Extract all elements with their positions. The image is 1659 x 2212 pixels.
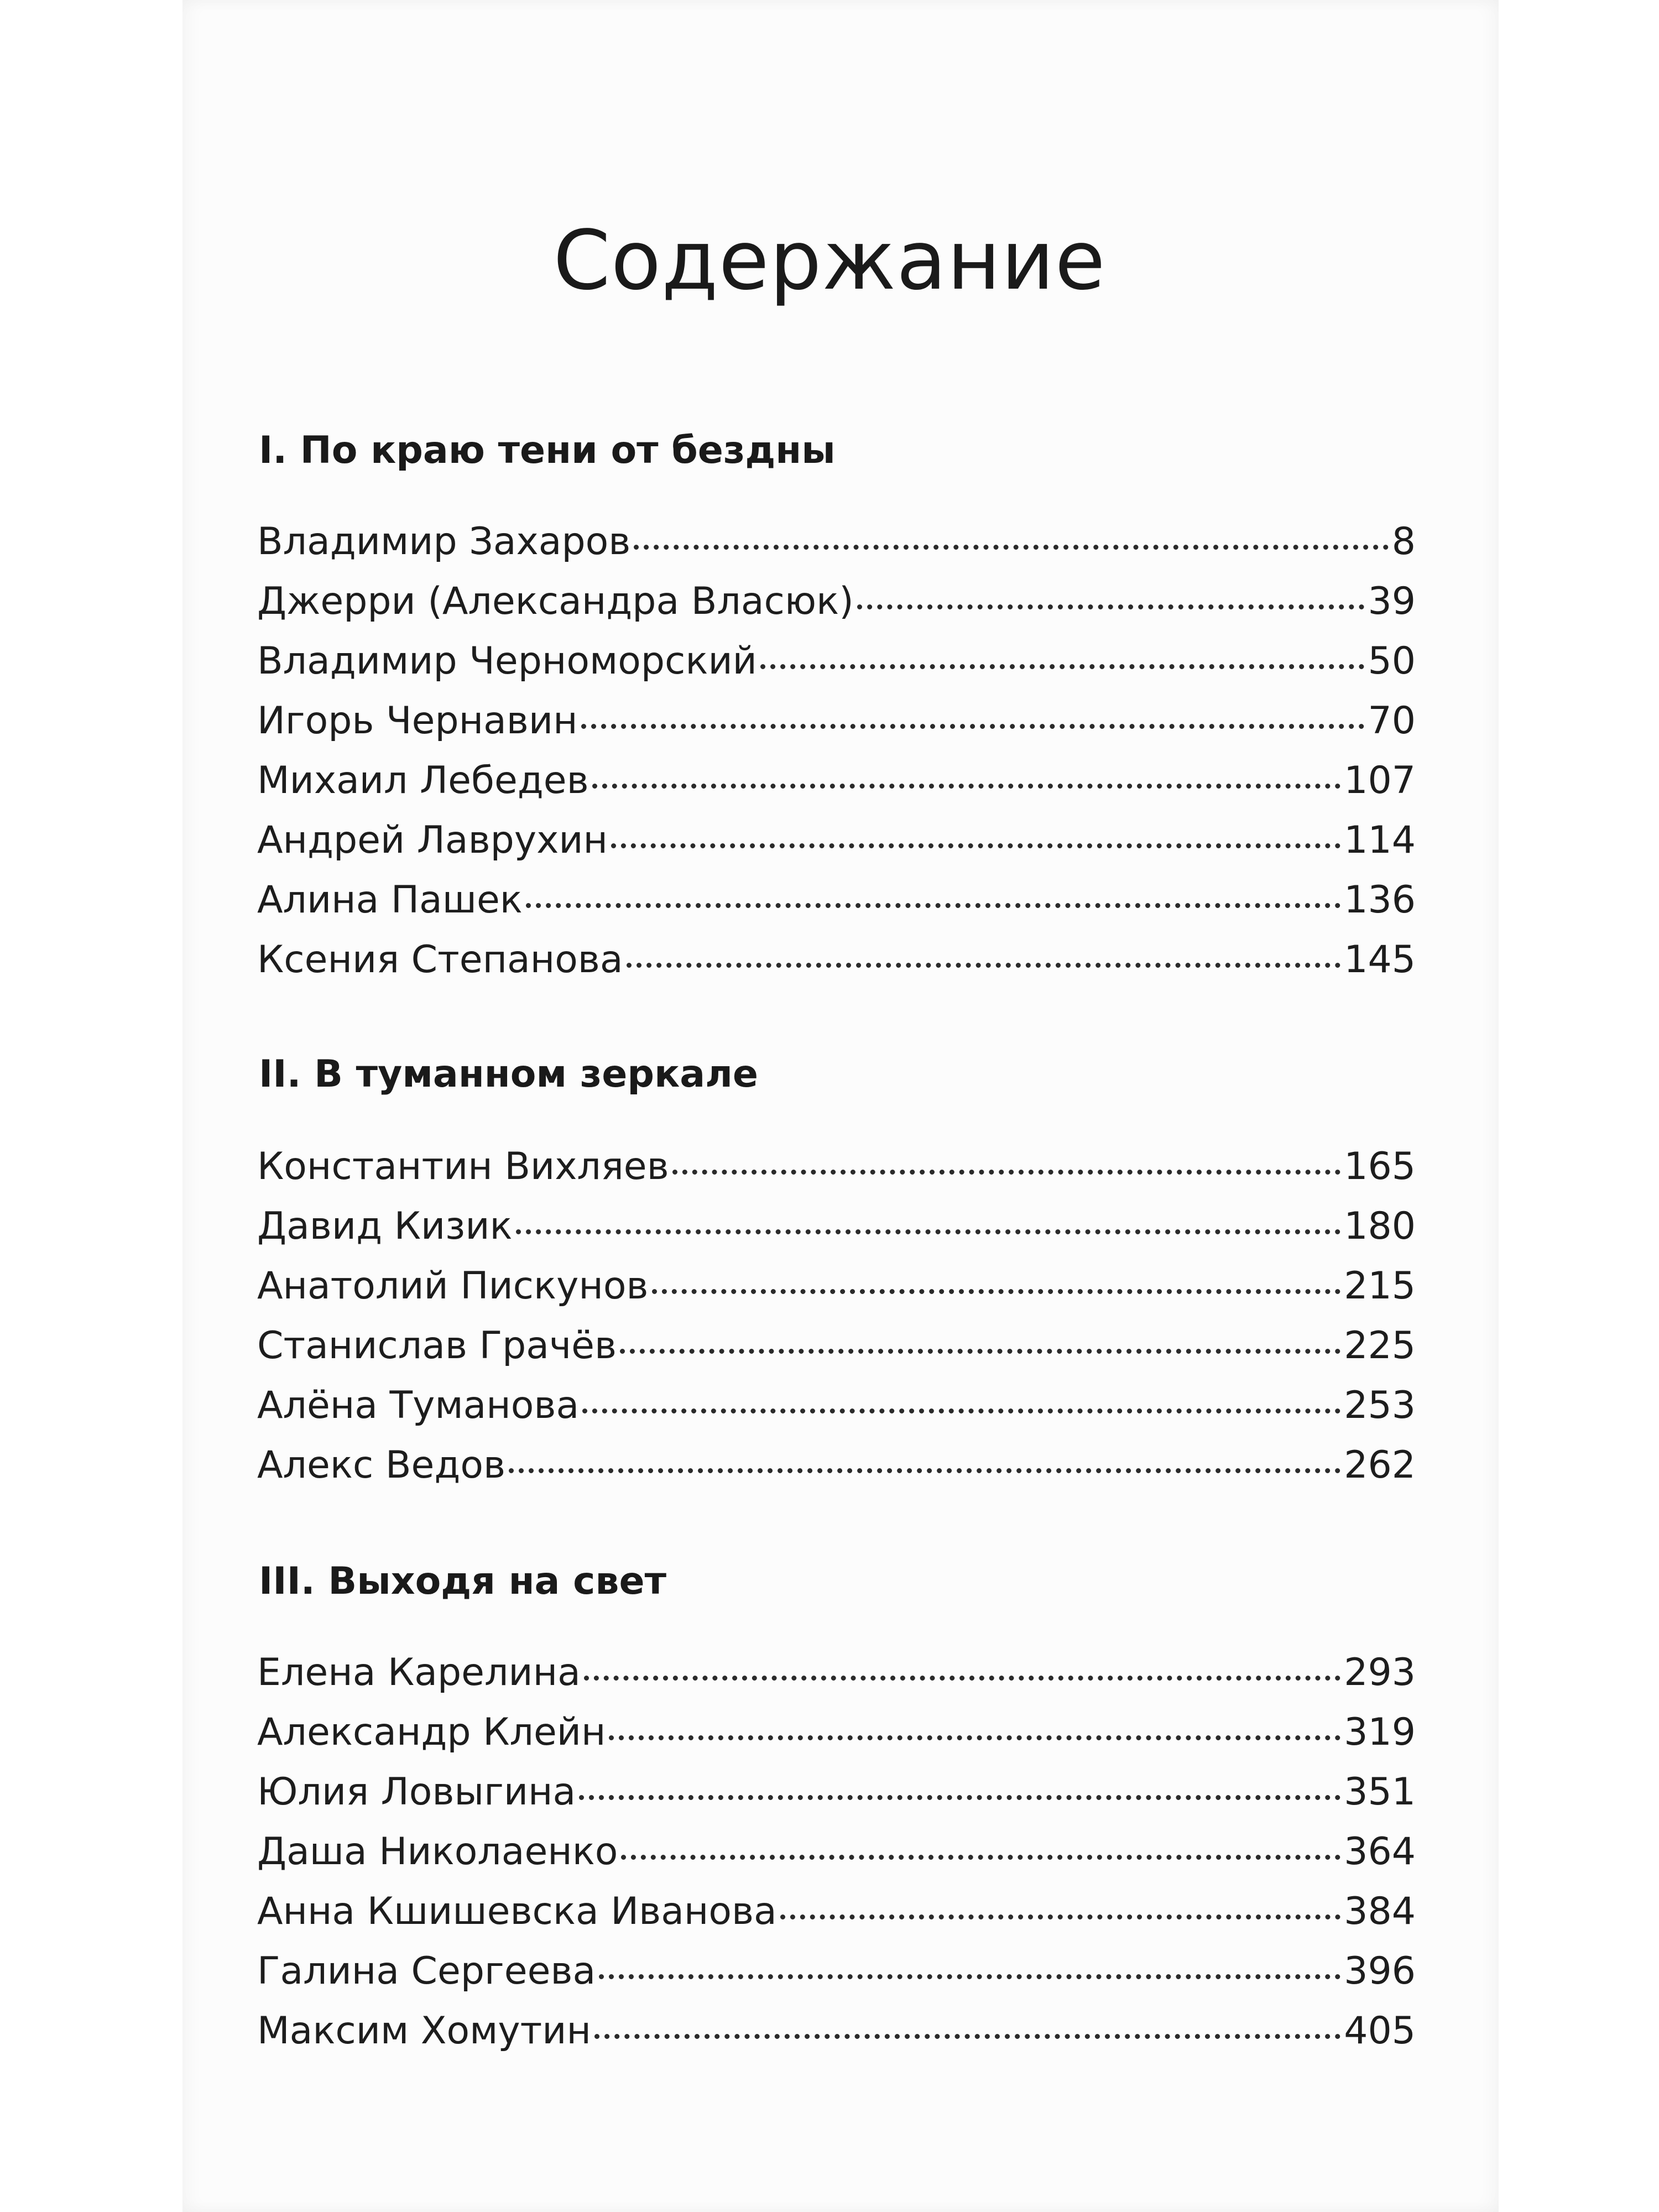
toc-entry-page: 70 [1368,699,1416,743]
dot-leader [582,1408,1340,1413]
section-heading-2: II. В туманном зеркале [259,1052,759,1096]
toc-entry-name: Алина Пашек [257,878,523,922]
toc-entry-name: Максим Хомутин [257,2009,591,2053]
toc-entry [257,1770,1416,1820]
page-title: Содержание [553,213,1106,308]
dot-leader [609,1735,1340,1740]
toc-entry [257,878,1416,928]
toc-entry-name: Анатолий Пискунов [257,1264,649,1308]
toc-entry-page: 364 [1344,1830,1416,1874]
toc-entry-name: Юлия Ловыгина [257,1770,576,1814]
toc-entry-page: 8 [1391,520,1416,564]
toc-entry-name: Александр Клейн [257,1710,606,1754]
toc-entry-name: Галина Сергеева [257,1949,596,1993]
section-heading-1: I. По краю тени от бездны [259,429,836,472]
toc-entry [257,1890,1416,1939]
toc-entry [257,1949,1416,1999]
dot-leader [634,545,1388,550]
toc-entry-name: Станислав Грачёв [257,1324,617,1368]
toc-entry [257,639,1416,689]
toc-entry [257,1324,1416,1374]
dot-leader [579,1795,1340,1800]
toc-entry [257,759,1416,808]
section-heading-3: III. Выходя на свет [259,1559,666,1603]
toc-entry [257,1145,1416,1194]
toc-entry [257,1830,1416,1880]
toc-entry [257,1710,1416,1760]
dot-leader [672,1170,1340,1175]
toc-entry-page: 396 [1344,1949,1416,1993]
toc-entry [257,580,1416,629]
toc-entry [257,818,1416,868]
dot-leader [581,724,1365,729]
toc-entry-name: Владимир Черноморский [257,639,757,683]
toc-entry-name: Джерри (Александра Власюк) [257,580,854,623]
dot-leader [621,1855,1340,1860]
toc-entry-page: 225 [1344,1324,1416,1368]
toc-entry-page: 215 [1344,1264,1416,1308]
dot-leader [652,1289,1341,1294]
toc-entry-name: Алёна Туманова [257,1384,580,1427]
toc-entry-name: Елена Карелина [257,1651,581,1694]
dot-leader [620,1349,1340,1354]
toc-entry-page: 384 [1344,1890,1416,1933]
dot-leader [599,1974,1340,1979]
book-page [182,0,1499,2212]
dot-leader [780,1914,1340,1919]
dot-leader [592,784,1340,789]
toc-entry [257,938,1416,988]
toc-entry-page: 107 [1344,759,1416,802]
dot-leader [611,843,1340,848]
dot-leader [857,604,1365,609]
toc-entry [257,1204,1416,1254]
toc-entry-name: Ксения Степанова [257,938,623,982]
dot-leader [627,963,1341,968]
toc-entry-page: 39 [1368,580,1416,623]
toc-entry [257,1264,1416,1314]
toc-entry-name: Михаил Лебедев [257,759,589,802]
toc-entry [257,2009,1416,2059]
toc-entry-name: Алекс Ведов [257,1443,506,1487]
toc-entry-name: Константин Вихляев [257,1145,669,1188]
toc-entry-page: 253 [1344,1384,1416,1427]
toc-entry [257,699,1416,749]
toc-entry-name: Андрей Лаврухин [257,818,608,862]
toc-entry [257,1443,1416,1493]
toc-entry-name: Владимир Захаров [257,520,631,564]
toc-entry-name: Игорь Чернавин [257,699,578,743]
dot-leader [516,1229,1341,1234]
toc-entry-name: Давид Кизик [257,1204,513,1248]
toc-entry-page: 165 [1344,1145,1416,1188]
toc-entry-page: 262 [1344,1443,1416,1487]
dot-leader [584,1676,1340,1681]
toc-entry-page: 351 [1344,1770,1416,1814]
toc-entry [257,1384,1416,1433]
dot-leader [509,1468,1340,1473]
toc-entry-page: 114 [1344,818,1416,862]
dot-leader [526,903,1340,908]
dot-leader [594,2034,1340,2039]
toc-entry-name: Анна Кшишевска Иванова [257,1890,777,1933]
toc-entry-page: 50 [1368,639,1416,683]
toc-entry-page: 293 [1344,1651,1416,1694]
toc-entry [257,1651,1416,1700]
toc-entry-name: Даша Николаенко [257,1830,618,1874]
toc-entry-page: 319 [1344,1710,1416,1754]
toc-entry-page: 405 [1344,2009,1416,2053]
toc-entry [257,520,1416,570]
dot-leader [760,664,1365,669]
toc-entry-page: 145 [1344,938,1416,982]
toc-entry-page: 136 [1344,878,1416,922]
toc-entry-page: 180 [1344,1204,1416,1248]
